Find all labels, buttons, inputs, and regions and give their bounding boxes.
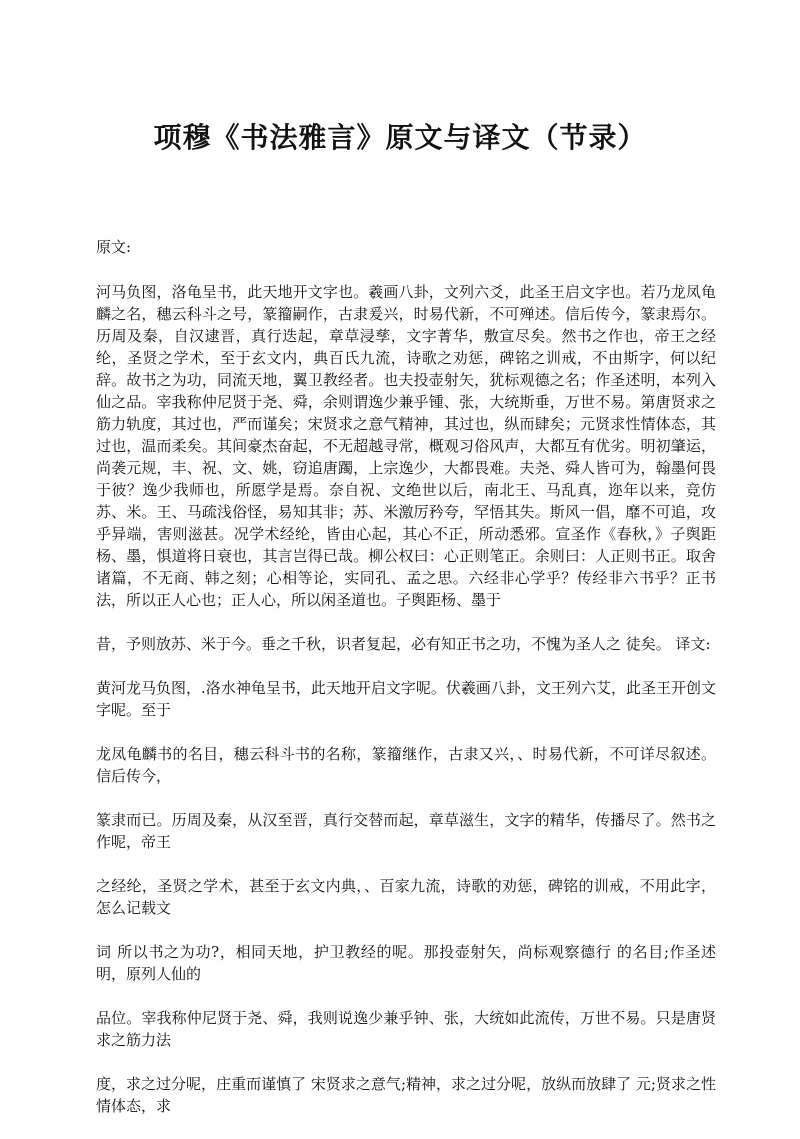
- document-title: 项穆《书法雅言》原文与译文（节录）: [153, 121, 647, 154]
- translation-paragraph-3: 篆隶而已。历周及秦，从汉至晋，真行交替而起，章草滋生，文字的精华，传播尽了。然书之作呢，帝王: [96, 811, 716, 851]
- original-text-label: 原文:: [96, 238, 132, 256]
- translation-paragraph-5: 词 所以书之为功?，相同天地，护卫教经的呢。那投壶射矢，尚标观察德行 的名目;作圣述明，原列人仙的: [96, 943, 716, 983]
- translation-paragraph-1: 黄河龙马负图，.洛水神龟呈书，此天地开启文字呢。伏羲画八卦，文王列六艾，此圣王开创文字呢。至于: [96, 679, 716, 719]
- translation-paragraph-4: 之经纶，圣贤之学术，甚至于玄文内典，、百家九流，诗歌的劝惩，碑铭的训戒，不用此字，怎么记载文: [96, 877, 716, 917]
- translation-paragraph-7: 度，求之过分呢，庄重而谨慎了 宋贤求之意气;精神，求之过分呢，放纵而放肆了 元;贤求之性情体态，求: [96, 1075, 716, 1115]
- original-text-paragraph: 河马负图，洛龟呈书，此天地开文字也。羲画八卦，文列六爻，此圣王启文字也。若乃龙凤龟麟之名，穗云科斗之号，篆籀嗣作，古隶爰兴，时易代新，不可殚述。信后传今，篆隶焉尔。历周及秦，自汉逮晋，真行迭起，章草浸孳，文字菁华，敷宣尽矣。然书之作也，帝王之经纶，圣贤之学术，至于玄文内，典百氏九流，诗歌之劝惩，碑铭之训戒，不由斯字，何以纪辞。故书之为功，同流天地，翼卫教经者。也夫投壶射矢，犹标观德之名；作圣述明，本列入仙之品。宰我称仲尼贤于尧、舜，余则谓逸少兼乎锺、张，大统斯垂，万世不易。第唐贤求之筋力轨度，其过也，严而谨矣；宋贤求之意气精神，其过也，纵而肆矣；元贤求性情体态，其过也，温而柔矣。其间豪杰奋起，不无超越寻常，概观习俗风声，大都互有优劣。明初肇运，尚袭元规，丰、祝、文、姚，窃追唐躅，上宗逸少，大都畏难。夫尧、舜人皆可为，翰墨何畏于彼？逸少我师也，所愿学是焉。奈自祝、文绝世以后，南北王、马乱真，迩年以来，竞仿苏、米。王、马疏浅俗怪，易知其非；苏、米激厉矜夸，罕悟其失。斯风一倡，靡不可追，攻乎异端，害则滋甚。况学术经纶，皆由心起，其心不正，所动悉邪。宣圣作《春秋，》子舆距杨、墨，惧道将日衰也，其言岂得已哉。柳公权曰：心正则笔正。余则曰：人正则书正。取舍诸篇，不无商、韩之刻；心相等论，实同孔、孟之思。六经非心学乎？传经非六书乎？正书法，所以正人心也；正人心，所以闲圣道也。子舆距杨、墨于: [96, 283, 716, 609]
- document-body: [96, 236, 716, 1139]
- translation-paragraph-2: 龙凤龟麟书的名目，穗云科斗书的名称，篆籀继作，古隶又兴，、时易代新，不可详尽叙述。信后传今，: [96, 745, 716, 785]
- original-text-ending: 昔，予则放苏、米于今。垂之千秋，识者复起，必有知正书之功，不愧为圣人之 徒矣。 译文:: [96, 635, 711, 653]
- translation-paragraph-6: 品位。宰我称仲尼贤于尧、舜，我则说逸少兼乎钟、张，大统如此流传，万世不易。只是唐贤求之筋力法: [96, 1009, 716, 1049]
